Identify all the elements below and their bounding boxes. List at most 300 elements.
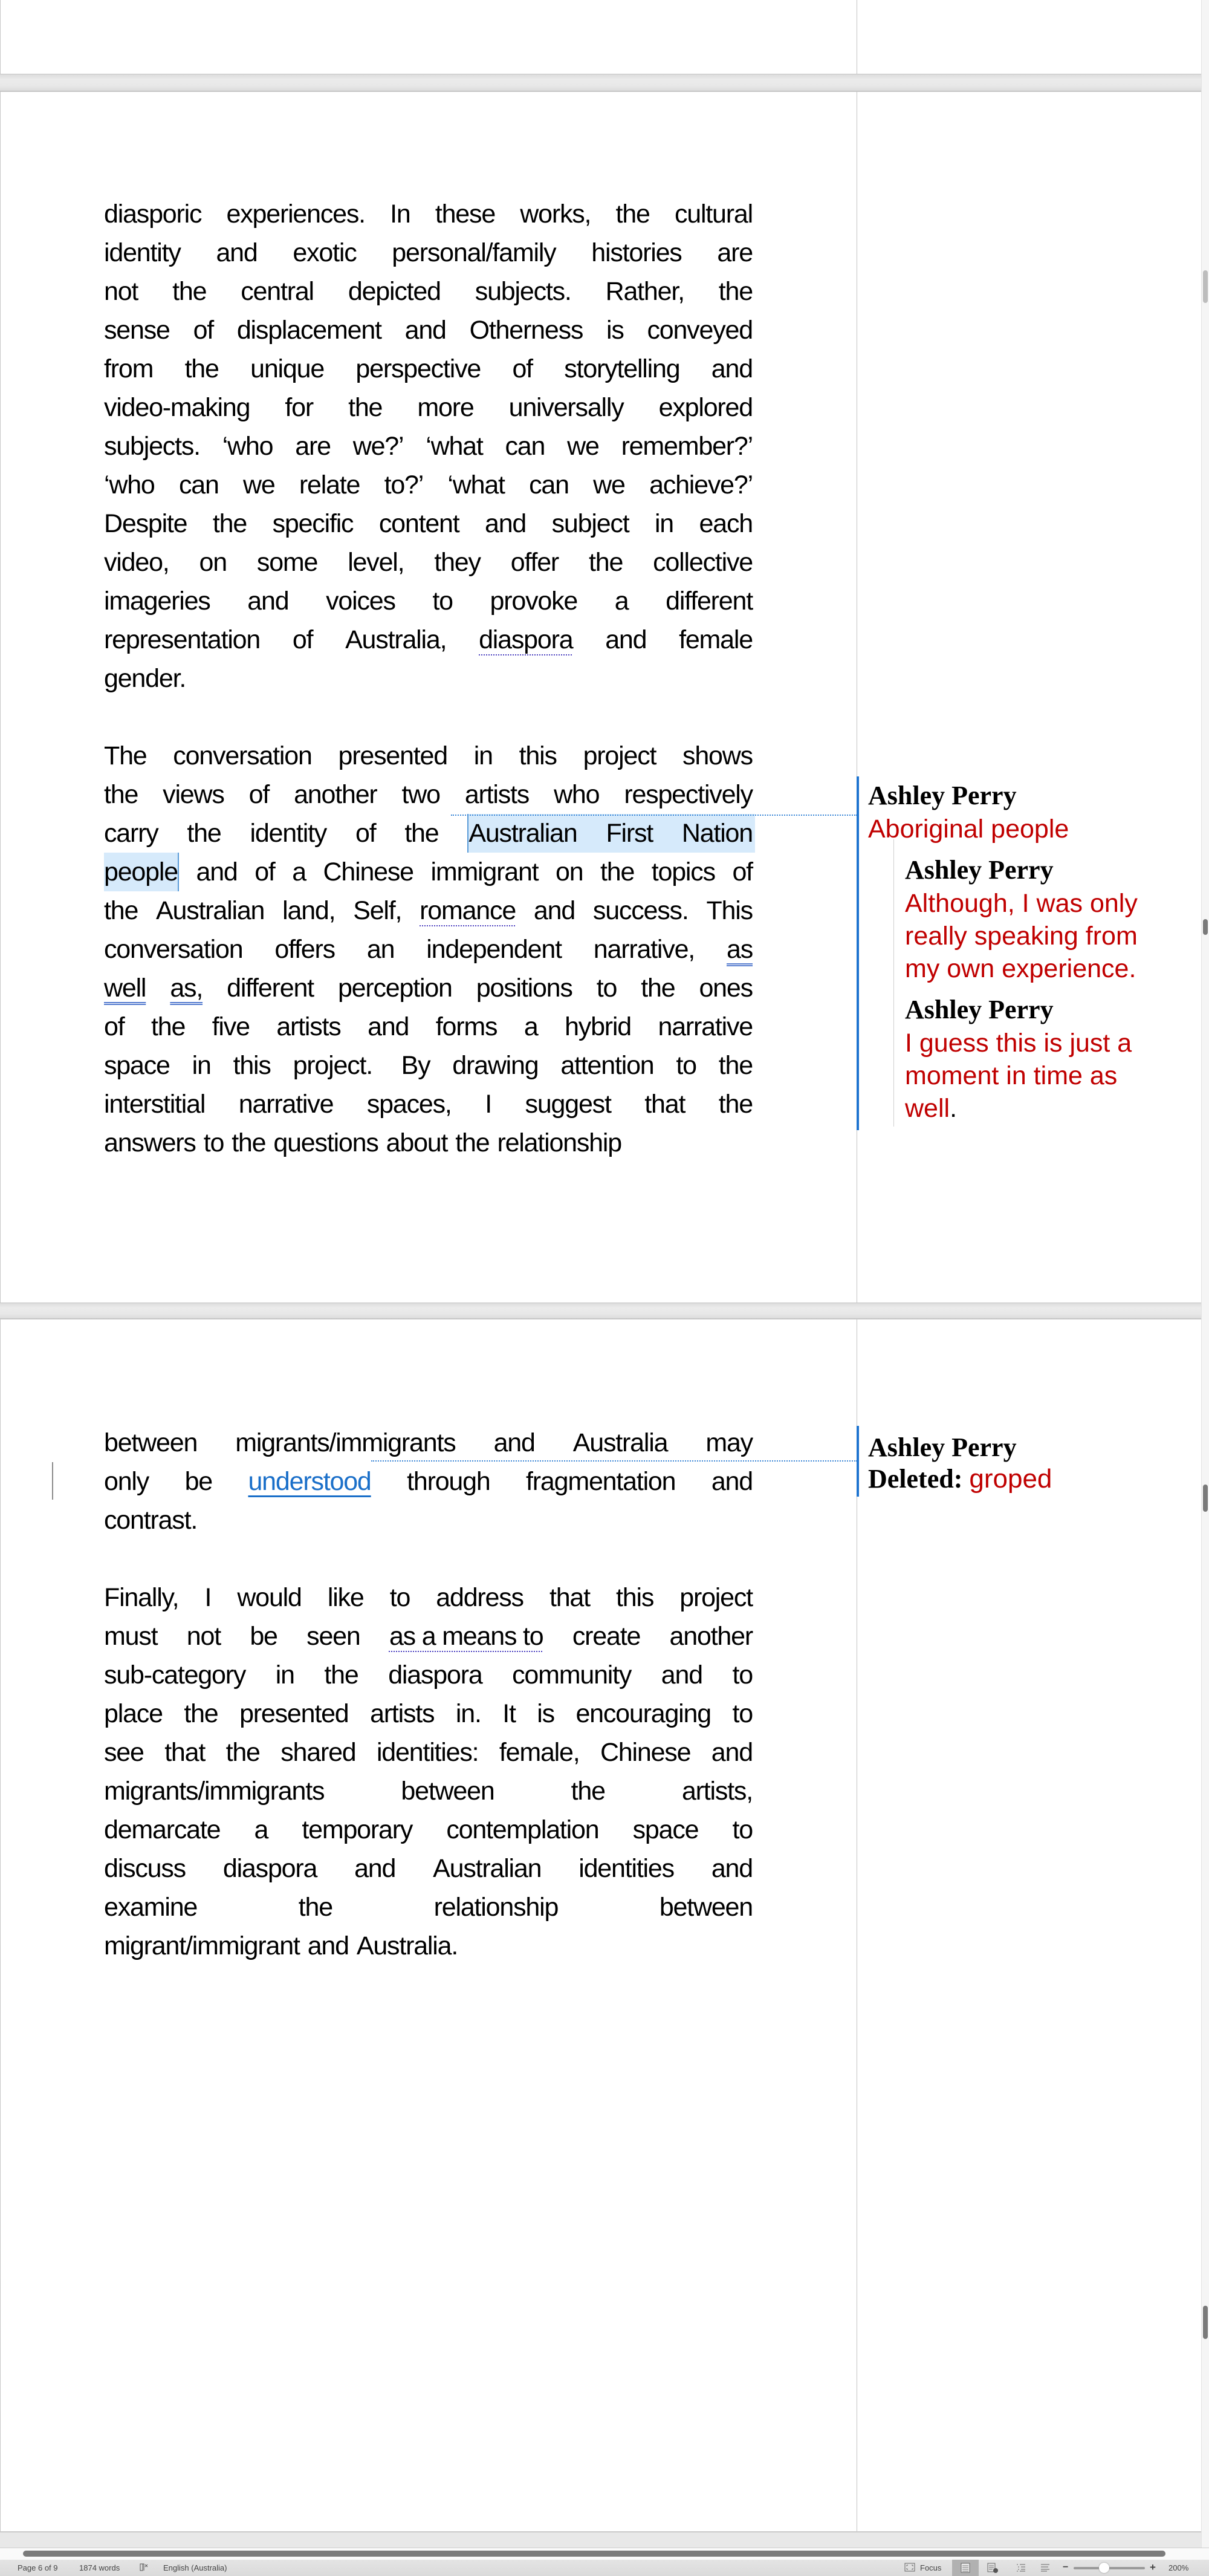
word: not <box>104 277 138 306</box>
word: perspective <box>355 354 481 383</box>
word: remember?’ <box>621 432 753 461</box>
word: different <box>666 587 753 616</box>
word: only <box>104 1467 149 1496</box>
word: Australia, <box>345 625 447 654</box>
word: Chinese <box>323 857 413 886</box>
word: the <box>718 277 753 306</box>
word: as <box>726 935 753 964</box>
word: and <box>196 857 238 886</box>
word: ‘what <box>426 432 483 461</box>
reply-text-line[interactable]: I guess this is just a <box>905 1029 1132 1058</box>
word: conveyed <box>647 316 753 345</box>
word: answers <box>104 1128 196 1157</box>
word: forms <box>435 1012 498 1041</box>
word: of <box>254 857 275 886</box>
reply-text-line[interactable] <box>905 1092 957 1125</box>
word: ‘who <box>104 470 155 499</box>
word: female <box>679 625 753 654</box>
text-line <box>104 504 753 543</box>
word: ‘who <box>222 432 273 461</box>
previous-page <box>0 0 1202 75</box>
word: relationship <box>433 1893 559 1922</box>
word: histories <box>591 238 682 267</box>
word: video, <box>104 548 169 577</box>
change-bar <box>52 1462 53 1500</box>
word: ‘what <box>447 470 505 499</box>
reply-author: Ashley Perry <box>905 995 1054 1024</box>
word: hybrid <box>565 1012 631 1041</box>
word: the <box>615 200 650 229</box>
word: this <box>519 741 557 770</box>
word: is <box>537 1699 554 1728</box>
word: we <box>243 470 275 499</box>
word-count[interactable]: 1874 words <box>79 2563 120 2572</box>
book-x-icon[interactable] <box>139 2563 149 2574</box>
word: the <box>589 548 623 577</box>
focus-button[interactable]: Focus <box>920 2563 942 2572</box>
word: interstitial <box>104 1090 206 1119</box>
word: on <box>199 548 227 577</box>
word: seen <box>306 1622 360 1651</box>
word: displacement <box>236 316 381 345</box>
word: narrative, <box>593 935 695 964</box>
word: relationship <box>497 1128 621 1157</box>
word: to <box>732 1699 753 1728</box>
word: of <box>355 819 376 848</box>
zoom-out-button[interactable]: − <box>1063 2562 1069 2572</box>
text-line <box>104 737 753 775</box>
horizontal-scrollbar-thumb[interactable] <box>23 2551 1165 2557</box>
word: and <box>711 1854 753 1883</box>
word: another <box>294 780 377 809</box>
word: between <box>104 1428 198 1457</box>
word: identity <box>250 819 327 848</box>
word: achieve?’ <box>649 470 753 499</box>
word: positions <box>476 974 572 1003</box>
word: different <box>227 974 314 1003</box>
text-line <box>104 466 753 504</box>
word: and <box>307 1931 349 1960</box>
outline-button[interactable] <box>1008 2560 1034 2576</box>
word: By <box>394 1051 430 1080</box>
word: gender. <box>104 664 186 693</box>
tracked-insertion[interactable]: understood <box>248 1467 371 1496</box>
word: about <box>386 1128 448 1157</box>
word: this <box>233 1051 271 1080</box>
text-line <box>104 233 753 272</box>
word: and <box>661 1660 702 1690</box>
word: sense <box>104 316 170 345</box>
word: project <box>679 1583 753 1612</box>
word: representation <box>104 625 261 654</box>
word: fragmentation <box>526 1467 676 1496</box>
word: are <box>717 238 753 267</box>
word: each <box>699 509 753 538</box>
scrollbar-thumb[interactable] <box>1203 919 1208 935</box>
word: The <box>104 741 147 770</box>
word: identity <box>104 238 181 267</box>
word: a <box>614 587 629 616</box>
word: demarcate <box>104 1815 221 1844</box>
word: temporary <box>302 1815 413 1844</box>
word: to <box>596 974 617 1003</box>
zoom-level[interactable]: 200% <box>1168 2563 1189 2572</box>
word: between <box>659 1893 753 1922</box>
text-line <box>104 272 753 311</box>
word: see <box>104 1738 144 1767</box>
word: who <box>554 780 600 809</box>
language[interactable]: English (Australia) <box>163 2563 227 2572</box>
reply-text-line[interactable]: Although, I was only <box>905 889 1138 918</box>
word: narrative <box>238 1090 334 1119</box>
word: conversation <box>173 741 312 770</box>
deleted-text: groped <box>969 1464 1052 1494</box>
word: they <box>434 548 481 577</box>
reply-last-punct: . <box>950 1094 958 1123</box>
word: Rather, <box>605 277 684 306</box>
text-line <box>104 1888 753 1927</box>
reply-text-line[interactable]: moment in time as <box>905 1061 1118 1090</box>
revision-detail[interactable] <box>868 1463 1052 1495</box>
word: universally <box>508 393 624 422</box>
word: the <box>455 1128 490 1157</box>
word: to <box>732 1815 753 1844</box>
word: through <box>407 1467 490 1496</box>
deleted-label: Deleted: <box>868 1464 963 1494</box>
word: this <box>616 1583 654 1612</box>
word: well <box>104 974 146 1003</box>
word: Self, <box>353 896 402 925</box>
word: artists <box>276 1012 341 1041</box>
word: people <box>104 853 179 891</box>
word: the <box>718 1051 753 1080</box>
word: voices <box>326 587 395 616</box>
zoom-slider-knob[interactable] <box>1099 2563 1109 2573</box>
page-gap <box>0 74 1202 92</box>
word: diaspora <box>479 625 573 654</box>
word: migrants/immigrants <box>104 1777 325 1806</box>
word: for <box>285 393 314 422</box>
text-line <box>104 1124 753 1162</box>
word: the <box>232 1128 266 1157</box>
word: Despite <box>104 509 187 538</box>
word: Nation <box>682 814 753 853</box>
word: I <box>204 1583 212 1612</box>
word: shows <box>682 741 753 770</box>
word: be <box>250 1622 277 1651</box>
text-line <box>104 775 753 814</box>
word: to?’ <box>384 470 424 499</box>
word: and <box>711 354 753 383</box>
word: perception <box>337 974 452 1003</box>
word: the <box>104 780 138 809</box>
word: central <box>241 277 314 306</box>
word: diaspora <box>388 1660 482 1690</box>
word: sub-category <box>104 1660 246 1690</box>
text-line <box>104 427 753 466</box>
word: to <box>432 587 453 616</box>
word: migrants/immigrants <box>235 1428 456 1457</box>
revision-bar <box>857 1426 859 1497</box>
text-line <box>104 1462 753 1501</box>
word: from <box>104 354 154 383</box>
word: and <box>404 316 446 345</box>
word: the <box>151 1012 186 1041</box>
comment-text[interactable]: Aboriginal people <box>868 815 1069 844</box>
word: level, <box>348 548 404 577</box>
word: we <box>567 432 599 461</box>
text-line <box>104 814 753 853</box>
word: to <box>732 1660 753 1690</box>
word: project. <box>293 1051 372 1080</box>
word: in <box>473 741 493 770</box>
draft-button[interactable] <box>1032 2560 1058 2576</box>
text-line <box>104 543 753 582</box>
word: the <box>184 1699 218 1728</box>
reply-text-line[interactable]: really speaking from <box>905 922 1138 951</box>
word: in <box>192 1051 211 1080</box>
word: content <box>378 509 459 538</box>
word: the <box>225 1738 260 1767</box>
web-layout-button[interactable] <box>980 2560 1006 2576</box>
word: respectively <box>624 780 753 809</box>
word: not <box>186 1622 221 1651</box>
word: the <box>212 509 247 538</box>
word: and <box>354 1854 396 1883</box>
word: Australian <box>433 1854 542 1883</box>
text-line <box>104 195 753 233</box>
word: conversation <box>104 935 243 964</box>
word: romance <box>420 896 516 925</box>
print-layout-button[interactable] <box>952 2560 979 2576</box>
word: diaspora <box>222 1854 317 1883</box>
text-line <box>104 1617 753 1656</box>
word: two <box>401 780 440 809</box>
revision-author: Ashley Perry <box>868 1433 1017 1462</box>
vertical-scrollbar[interactable] <box>1201 0 1209 2548</box>
word: the <box>187 819 221 848</box>
word: land, <box>282 896 335 925</box>
word: exotic <box>293 238 357 267</box>
word: of <box>248 780 270 809</box>
word: ones <box>699 974 753 1003</box>
word: more <box>417 393 474 422</box>
reply-last-word: well <box>905 1094 950 1123</box>
scrollbar-thumb[interactable] <box>1203 1485 1208 1512</box>
word: we?’ <box>352 432 404 461</box>
word: cultural <box>674 200 753 229</box>
word: and <box>368 1012 409 1041</box>
word: encouraging <box>575 1699 711 1728</box>
word: of <box>104 1012 125 1041</box>
word: that <box>549 1583 590 1612</box>
word: depicted <box>348 277 441 306</box>
word: are <box>295 432 331 461</box>
word: immigrant <box>430 857 539 886</box>
word: migrant/immigrant <box>104 1931 300 1960</box>
word: between <box>401 1777 494 1806</box>
word: an <box>366 935 395 964</box>
word: personal/family <box>392 238 556 267</box>
text-line <box>104 1927 753 1965</box>
word: space <box>104 1051 170 1080</box>
text-line <box>104 1733 753 1772</box>
word: shared <box>280 1738 356 1767</box>
word: and <box>605 625 647 654</box>
word: and <box>247 587 289 616</box>
word: the <box>172 277 207 306</box>
word: space <box>632 1815 699 1844</box>
text-line <box>104 1501 753 1540</box>
word: identities: <box>376 1738 479 1767</box>
word: I <box>485 1090 491 1119</box>
text-line <box>104 1578 753 1617</box>
reply-author: Ashley Perry <box>905 855 1054 885</box>
word: place <box>104 1699 163 1728</box>
text-line <box>104 582 753 620</box>
word: In <box>390 200 410 229</box>
word: explored <box>658 393 753 422</box>
word: on <box>556 857 583 886</box>
word: narrative <box>658 1012 753 1041</box>
word: be <box>184 1467 212 1496</box>
text-line <box>104 1046 753 1085</box>
word: that <box>164 1738 206 1767</box>
word: would <box>237 1583 302 1612</box>
word: the <box>184 354 219 383</box>
text-line <box>104 388 753 427</box>
word: questions <box>273 1128 378 1157</box>
word: the <box>641 974 675 1003</box>
word: diasporic <box>104 200 202 229</box>
zoom-slider[interactable] <box>1074 2567 1145 2569</box>
word: the <box>298 1893 332 1922</box>
word: presented <box>239 1699 349 1728</box>
word: Australia <box>572 1428 668 1457</box>
word: like <box>327 1583 364 1612</box>
word: some <box>256 548 318 577</box>
zoom-in-button[interactable]: + <box>1150 2561 1156 2573</box>
word: to <box>676 1051 696 1080</box>
word: must <box>104 1622 158 1651</box>
word: Australia. <box>356 1931 458 1960</box>
word: offers <box>274 935 335 964</box>
word: views <box>163 780 224 809</box>
word: the <box>718 1090 753 1119</box>
page-count[interactable]: Page 6 of 9 <box>18 2563 58 2572</box>
word: we <box>593 470 625 499</box>
revision-connector-line <box>371 1460 857 1462</box>
word: offer <box>510 548 559 577</box>
word: a <box>292 857 306 886</box>
word: to <box>203 1128 224 1157</box>
word: may <box>705 1428 753 1457</box>
word: the <box>571 1777 605 1806</box>
word: project <box>583 741 656 770</box>
scrollbar-thumb[interactable] <box>1203 270 1208 303</box>
word: five <box>212 1012 250 1041</box>
word: storytelling <box>564 354 680 383</box>
status-bar <box>0 2560 1209 2576</box>
word: and <box>711 1738 753 1767</box>
word: the <box>348 393 383 422</box>
word: to <box>389 1583 410 1612</box>
word: artists <box>370 1699 435 1728</box>
word: Otherness <box>469 316 583 345</box>
word: the <box>600 857 635 886</box>
word: contrast. <box>104 1506 198 1535</box>
text-line <box>104 969 753 1007</box>
word: Finally, <box>104 1583 179 1612</box>
word: contemplation <box>446 1815 599 1844</box>
word: another <box>669 1622 753 1651</box>
text-line <box>104 930 753 969</box>
word: relate <box>299 470 360 499</box>
word: can <box>505 432 545 461</box>
word: of <box>193 316 214 345</box>
word: of <box>292 625 313 654</box>
word: that <box>644 1090 686 1119</box>
word: the <box>104 896 138 925</box>
word: can <box>529 470 569 499</box>
word: imageries <box>104 587 210 616</box>
focus-icon[interactable] <box>904 2563 915 2574</box>
word: female, <box>499 1738 580 1767</box>
word: subjects. <box>475 277 571 306</box>
word: in <box>275 1660 294 1690</box>
word: Australian <box>467 814 577 853</box>
word: as a means to <box>389 1622 543 1651</box>
word: as, <box>170 974 203 1003</box>
text-line <box>104 1849 753 1888</box>
word: a <box>254 1815 268 1844</box>
word: carry <box>104 819 158 848</box>
text-line <box>104 1085 753 1124</box>
word: identities <box>579 1854 674 1883</box>
reply-indent-bar <box>893 839 894 1127</box>
word: independent <box>426 935 562 964</box>
word: video-making <box>104 393 250 422</box>
word: and <box>493 1428 535 1457</box>
word: success. <box>592 896 689 925</box>
word: in <box>654 509 674 538</box>
text-line <box>104 1694 753 1733</box>
word: in. <box>455 1699 481 1728</box>
word: unique <box>250 354 325 383</box>
word: these <box>435 200 496 229</box>
word: provoke <box>490 587 578 616</box>
word: and <box>711 1467 753 1496</box>
word: create <box>572 1622 641 1651</box>
word: artists <box>464 780 530 809</box>
page-gap <box>0 1303 1202 1319</box>
text-line <box>104 853 753 891</box>
text-line <box>104 1772 753 1810</box>
text-line <box>104 891 753 930</box>
word: attention <box>560 1051 654 1080</box>
reply-text-line[interactable]: my own experience. <box>905 954 1136 983</box>
word: of <box>732 857 753 886</box>
word: artists, <box>681 1777 753 1806</box>
word: Australian <box>156 896 265 925</box>
scrollbar-thumb[interactable] <box>1203 2306 1208 2339</box>
comment-author: Ashley Perry <box>868 781 1017 810</box>
word: First <box>606 814 653 853</box>
word: is <box>606 316 624 345</box>
word: works, <box>520 200 591 229</box>
word: spaces, <box>366 1090 452 1119</box>
word: community <box>512 1660 632 1690</box>
